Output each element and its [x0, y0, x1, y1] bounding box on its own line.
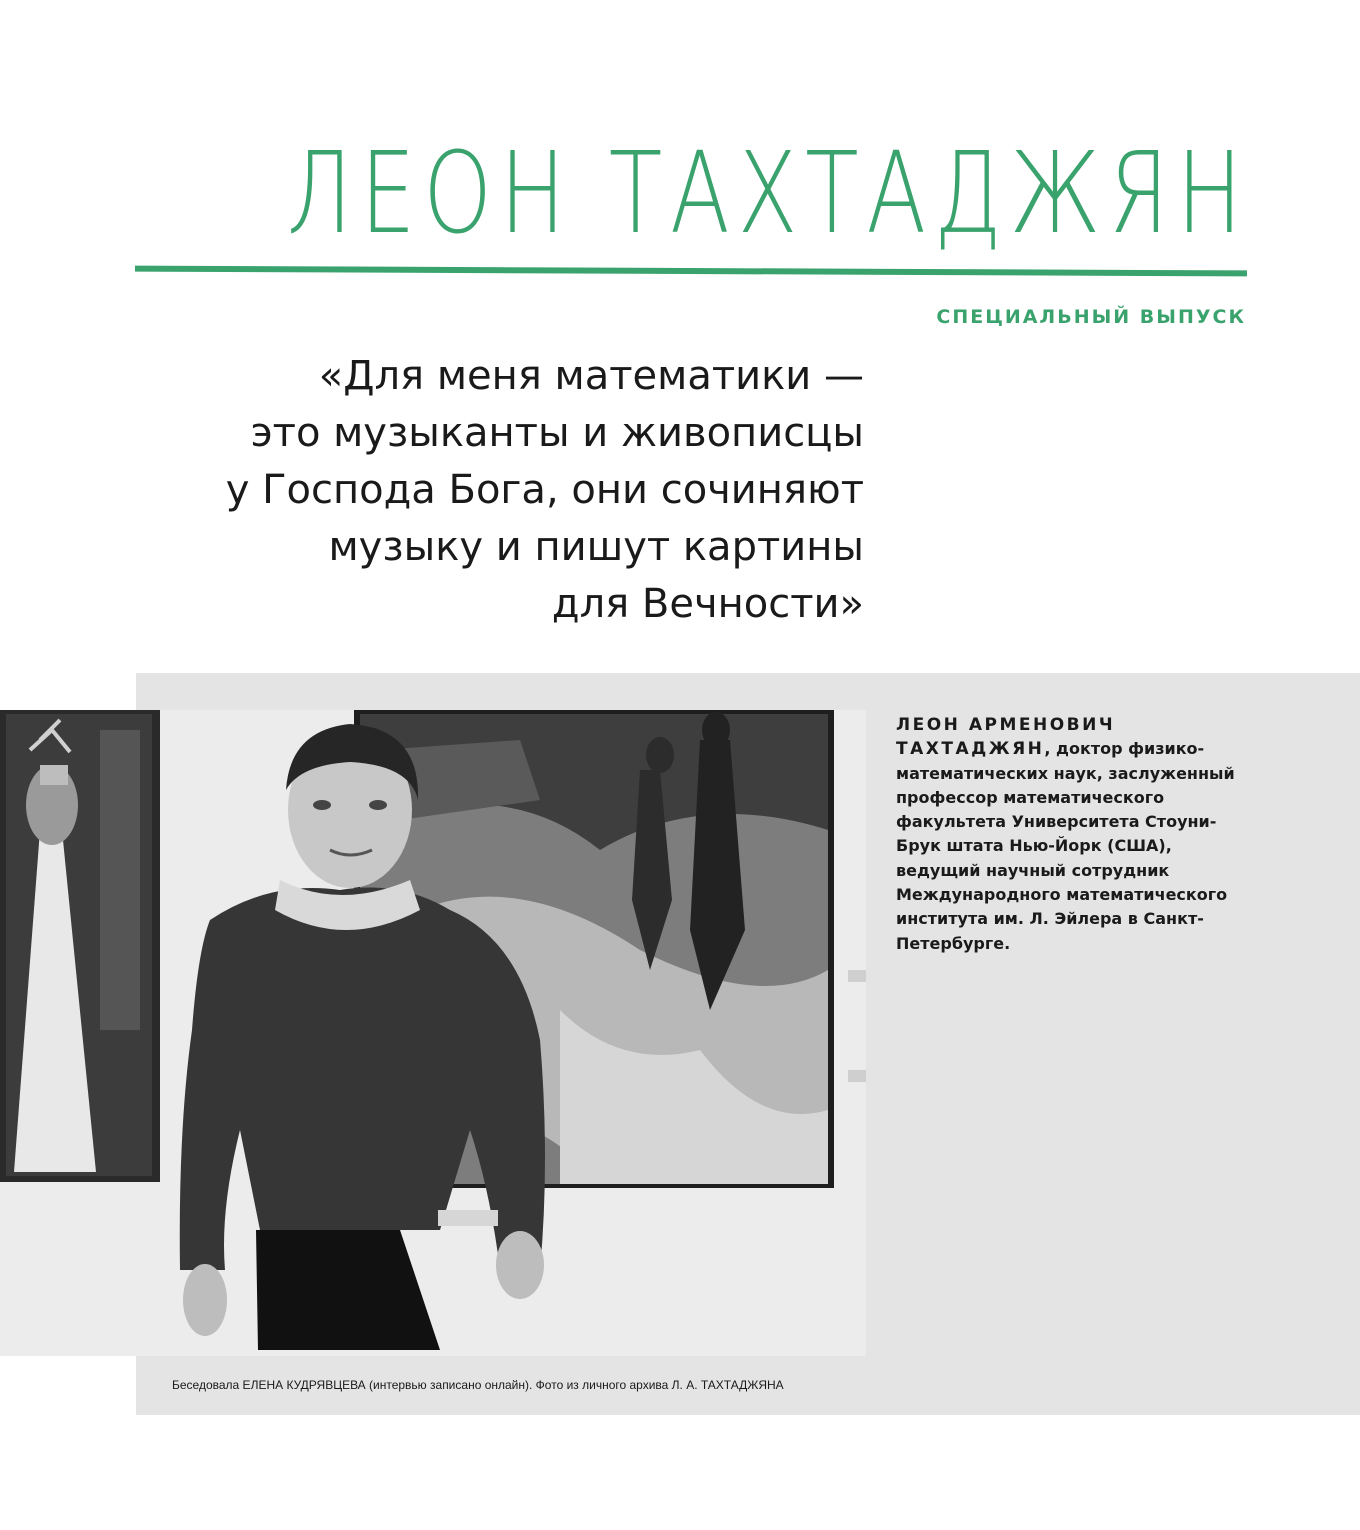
page-title: ЛЕОН ТАХТАДЖЯН	[286, 129, 1250, 259]
bio-line: Международного математического	[896, 885, 1228, 905]
bio-name-line2: ТАХТАДЖЯН	[896, 739, 1045, 760]
quote-line: это музыканты и живописцы	[250, 410, 864, 456]
bio-line: ведущий научный сотрудник	[896, 860, 1170, 880]
bio-name-line1: ЛЕОН АРМЕНОВИЧ	[896, 715, 1116, 735]
section-label: СПЕЦИАЛЬНЫЙ ВЫПУСК	[936, 306, 1246, 328]
photo-caption: Беседовала ЕЛЕНА КУДРЯВЦЕВА (интервью записано онлайн). Фото из личного архива Л. А. ТАХТАДЖЯНА	[172, 1378, 784, 1392]
bio-line: Петербурге.	[896, 933, 1011, 953]
portrait-photo	[0, 710, 866, 1356]
bio-line: , доктор физико-	[1044, 739, 1205, 759]
pull-quote	[144, 348, 864, 633]
bio-line: факультета Университета Стоуни-	[896, 812, 1217, 832]
quote-line: у Господа Бога, они сочиняют	[225, 467, 864, 513]
left-painting	[0, 710, 160, 1182]
quote-line: музыку и пишут картины	[328, 524, 864, 570]
title-underline	[135, 266, 1247, 277]
quote-line: для Вечности»	[551, 581, 864, 627]
bio-text	[896, 713, 1276, 956]
bio-line: математических наук, заслуженный	[896, 763, 1235, 783]
quote-line: «Для меня математики —	[318, 353, 864, 399]
bio-line: института им. Л. Эйлера в Санкт-	[896, 909, 1204, 929]
bio-line: профессор математического	[896, 787, 1165, 807]
bio-line: Брук штата Нью-Йорк (США),	[896, 836, 1172, 856]
